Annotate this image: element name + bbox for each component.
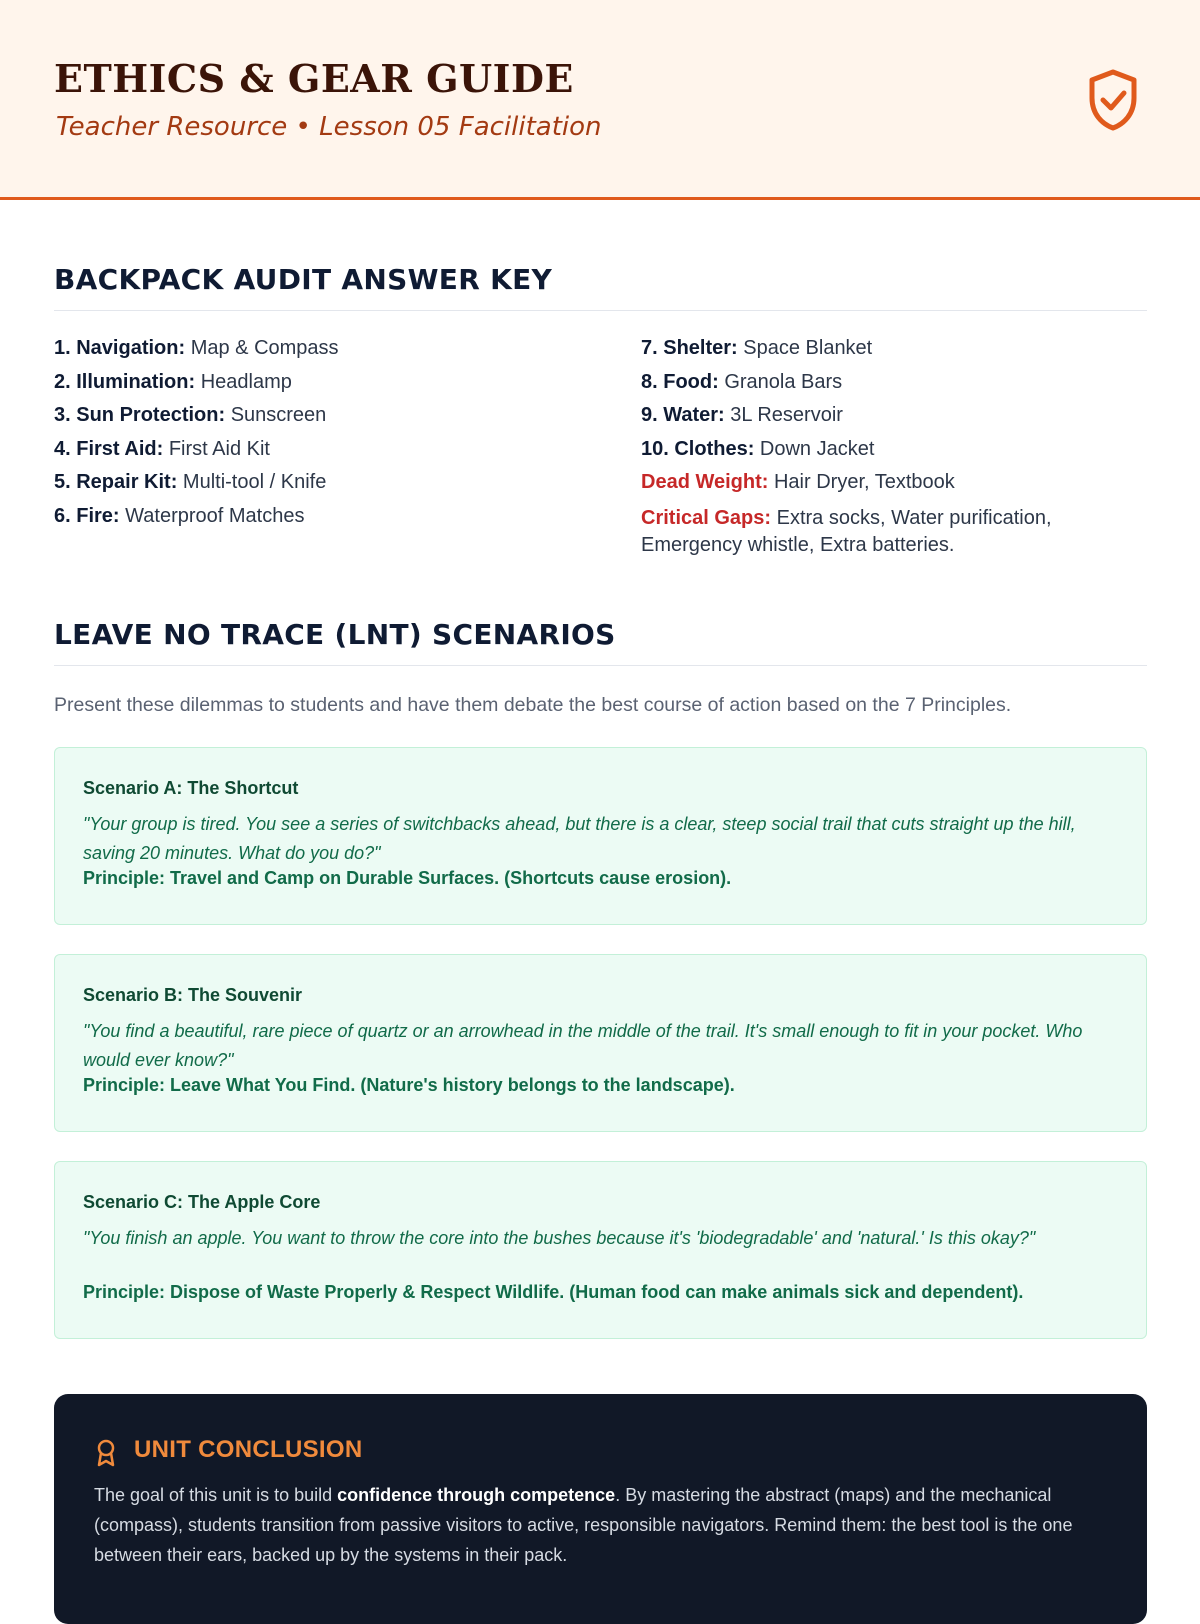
scenario-card — [54, 1161, 1147, 1339]
award-ribbon-icon — [94, 1438, 118, 1468]
conclusion-text: The goal of this unit is to build confidence through competence. By mastering the abstract (maps) and the mechanical (compass), students transition from passive visitors to active, responsible navigators. Remind them: the best tool is the one between their ears, backed up by the systems in their pack. — [94, 1485, 1073, 1565]
audit-item-food: 8. Food: Granola Bars — [641, 370, 843, 393]
scenario-principle: Principle: Dispose of Waste Properly & Respect Wildlife. (Human food can make animals sick and dependent). — [83, 1282, 1024, 1302]
scenario-principle: Principle: Leave What You Find. (Nature's history belongs to the landscape). — [83, 1075, 735, 1095]
audit-item-navigation: 1. Navigation: Map & Compass — [54, 337, 339, 359]
shield-check-icon — [1086, 68, 1140, 132]
audit-item-shelter: 7. Shelter: Space Blanket — [641, 337, 873, 359]
lnt-section-title: LEAVE NO TRACE (LNT) SCENARIOS — [54, 618, 616, 651]
audit-divider — [54, 310, 1147, 311]
lnt-divider — [54, 665, 1147, 666]
unit-conclusion-panel — [54, 1394, 1147, 1624]
scenario-title: Scenario B: The Souvenir — [83, 985, 303, 1005]
audit-item-repair-kit: 5. Repair Kit: Multi-tool / Knife — [54, 471, 327, 493]
scenario-quote: "You finish an apple. You want to throw the core into the bushes because it's 'biodegradable' and 'natural.' Is this okay?" — [83, 1228, 1036, 1248]
audit-item-sun-protection: 3. Sun Protection: Sunscreen — [54, 404, 327, 426]
audit-item-first-aid: 4. First Aid: First Aid Kit — [54, 437, 270, 460]
scenario-title: Scenario C: The Apple Core — [83, 1192, 321, 1212]
page-title: ETHICS & GEAR GUIDE — [54, 56, 574, 101]
scenario-principle: Principle: Travel and Camp on Durable Surfaces. (Shortcuts cause erosion). — [83, 868, 732, 888]
scenario-card — [54, 747, 1147, 925]
audit-item-clothes: 10. Clothes: Down Jacket — [641, 437, 875, 460]
scenario-card — [54, 954, 1147, 1132]
audit-item-critical-gaps: Critical Gaps: Extra socks, Water purification, Emergency whistle, Extra batteries. — [641, 506, 1052, 556]
scenario-quote: "You find a beautiful, rare piece of quartz or an arrowhead in the middle of the trail. It's small enough to fit in your pocket. Who would ever know?" — [83, 1021, 1083, 1070]
audit-item-water: 9. Water: 3L Reservoir — [641, 404, 843, 426]
audit-item-illumination: 2. Illumination: Headlamp — [54, 370, 292, 393]
audit-section-title: BACKPACK AUDIT ANSWER KEY — [54, 263, 553, 296]
audit-key-left-column — [54, 337, 339, 538]
audit-item-fire: 6. Fire: Waterproof Matches — [54, 504, 305, 527]
audit-item-dead-weight: Dead Weight: Hair Dryer, Textbook — [641, 471, 955, 493]
page-header — [0, 0, 1200, 200]
page-subtitle: Teacher Resource • Lesson 05 Facilitation — [56, 112, 602, 142]
conclusion-title: UNIT CONCLUSION — [134, 1436, 363, 1463]
lnt-intro: Present these dilemmas to students and have them debate the best course of action based on the 7 Principles. — [54, 694, 1012, 716]
scenario-title: Scenario A: The Shortcut — [83, 778, 299, 798]
audit-key-right-column — [641, 337, 1111, 556]
scenario-quote: "Your group is tired. You see a series of switchbacks ahead, but there is a clear, steep social trail that cuts straight up the hill, saving 20 minutes. What do you do?" — [83, 814, 1076, 863]
